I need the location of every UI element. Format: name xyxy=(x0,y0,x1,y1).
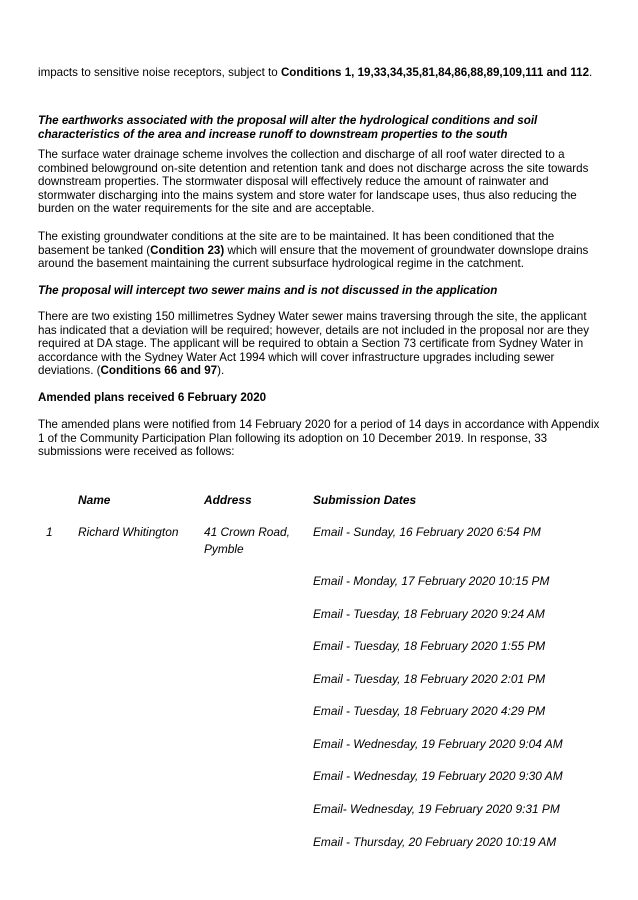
paragraph-text: The existing groundwater conditions at the site are to be maintained. It has been conditioned that the basement be tanked ( xyxy=(38,230,555,257)
paragraph-end: ). xyxy=(217,364,225,378)
column-header-name: Name xyxy=(78,493,111,507)
column-header-address: Address xyxy=(204,493,252,507)
paragraph-end: . xyxy=(589,66,593,79)
paragraph-surface-water: The surface water drainage scheme involves the collection and discharge of all roof water directed to a combined belowground on-site detention and retention tank and does not discharge across the site towards downstream properties. The stormwater disposal will effectively reduce the amount of rainwater and stormwater discharging into the mains system and store water for landscape uses, thus also reducing the burden on the water requirements for the site and are acceptable. xyxy=(38,148,589,216)
conditions-reference: Conditions 66 and 97 xyxy=(100,364,218,378)
submitter-name: Richard Whitington xyxy=(78,525,179,539)
submission-date: Email - Tuesday, 18 February 2020 2:01 PM xyxy=(313,672,546,686)
submission-date: Email - Monday, 17 February 2020 10:15 PM xyxy=(313,574,550,588)
paragraph-text: There are two existing 150 millimetres Sydney Water sewer mains traversing through the site, the applicant has indicated that a deviation will be required; however, details are not included in the proposal nor are they required at DA stage. The applicant will be required to obtain a Section 73 certificate from Sydney Water in accordance with the Sydney Water Act 1994 which will cover infrastructure upgrades including sewer deviations. ( xyxy=(38,310,590,378)
submitter-address-line2: Pymble xyxy=(204,542,244,556)
column-header-submission-dates: Submission Dates xyxy=(313,493,417,507)
conditions-reference: Conditions 1, 19,33,34,35,81,84,86,88,89,109,111 and 112 xyxy=(280,66,590,79)
paragraph-groundwater xyxy=(38,230,604,271)
paragraph-sewer xyxy=(38,310,604,378)
submission-date: Email - Tuesday, 18 February 2020 9:24 AM xyxy=(313,607,545,621)
paragraph-end: which will ensure that the movement of groundwater downslope drains around the basement maintaining the current subsurface hydrological regime in the catchment. xyxy=(38,243,589,271)
submitter-address-line1: 41 Crown Road, xyxy=(204,525,290,539)
paragraph-noise-impacts xyxy=(38,66,604,80)
paragraph-text: impacts to sensitive noise receptors, subject to xyxy=(38,66,281,79)
submission-date: Email - Tuesday, 18 February 2020 4:29 PM xyxy=(313,704,546,718)
submission-date: Email - Sunday, 16 February 2020 6:54 PM xyxy=(313,525,541,539)
submission-date: Email - Tuesday, 18 February 2020 1:55 PM xyxy=(313,639,546,653)
paragraph-notification: The amended plans were notified from 14 February 2020 for a period of 14 days in accordance with Appendix 1 of the Community Participation Plan following its adoption on 10 December 2019. In response, 33 submissions were received as follows: xyxy=(38,418,600,459)
submission-date: Email- Wednesday, 19 February 2020 9:31 PM xyxy=(313,802,560,816)
heading-sewer-mains: The proposal will intercept two sewer mains and is not discussed in the application xyxy=(38,284,498,297)
heading-amended-plans: Amended plans received 6 February 2020 xyxy=(38,391,267,404)
submission-date: Email - Wednesday, 19 February 2020 9:30 AM xyxy=(313,769,563,783)
row-number: 1 xyxy=(46,525,53,539)
heading-earthworks: The earthworks associated with the proposal will alter the hydrological conditions and soil characteristics of the area and increase runoff to downstream properties to the south xyxy=(38,114,538,141)
condition-reference: Condition 23) xyxy=(150,243,225,257)
submission-date: Email - Thursday, 20 February 2020 10:19 AM xyxy=(313,835,557,849)
submission-date: Email - Wednesday, 19 February 2020 9:04 AM xyxy=(313,737,563,751)
